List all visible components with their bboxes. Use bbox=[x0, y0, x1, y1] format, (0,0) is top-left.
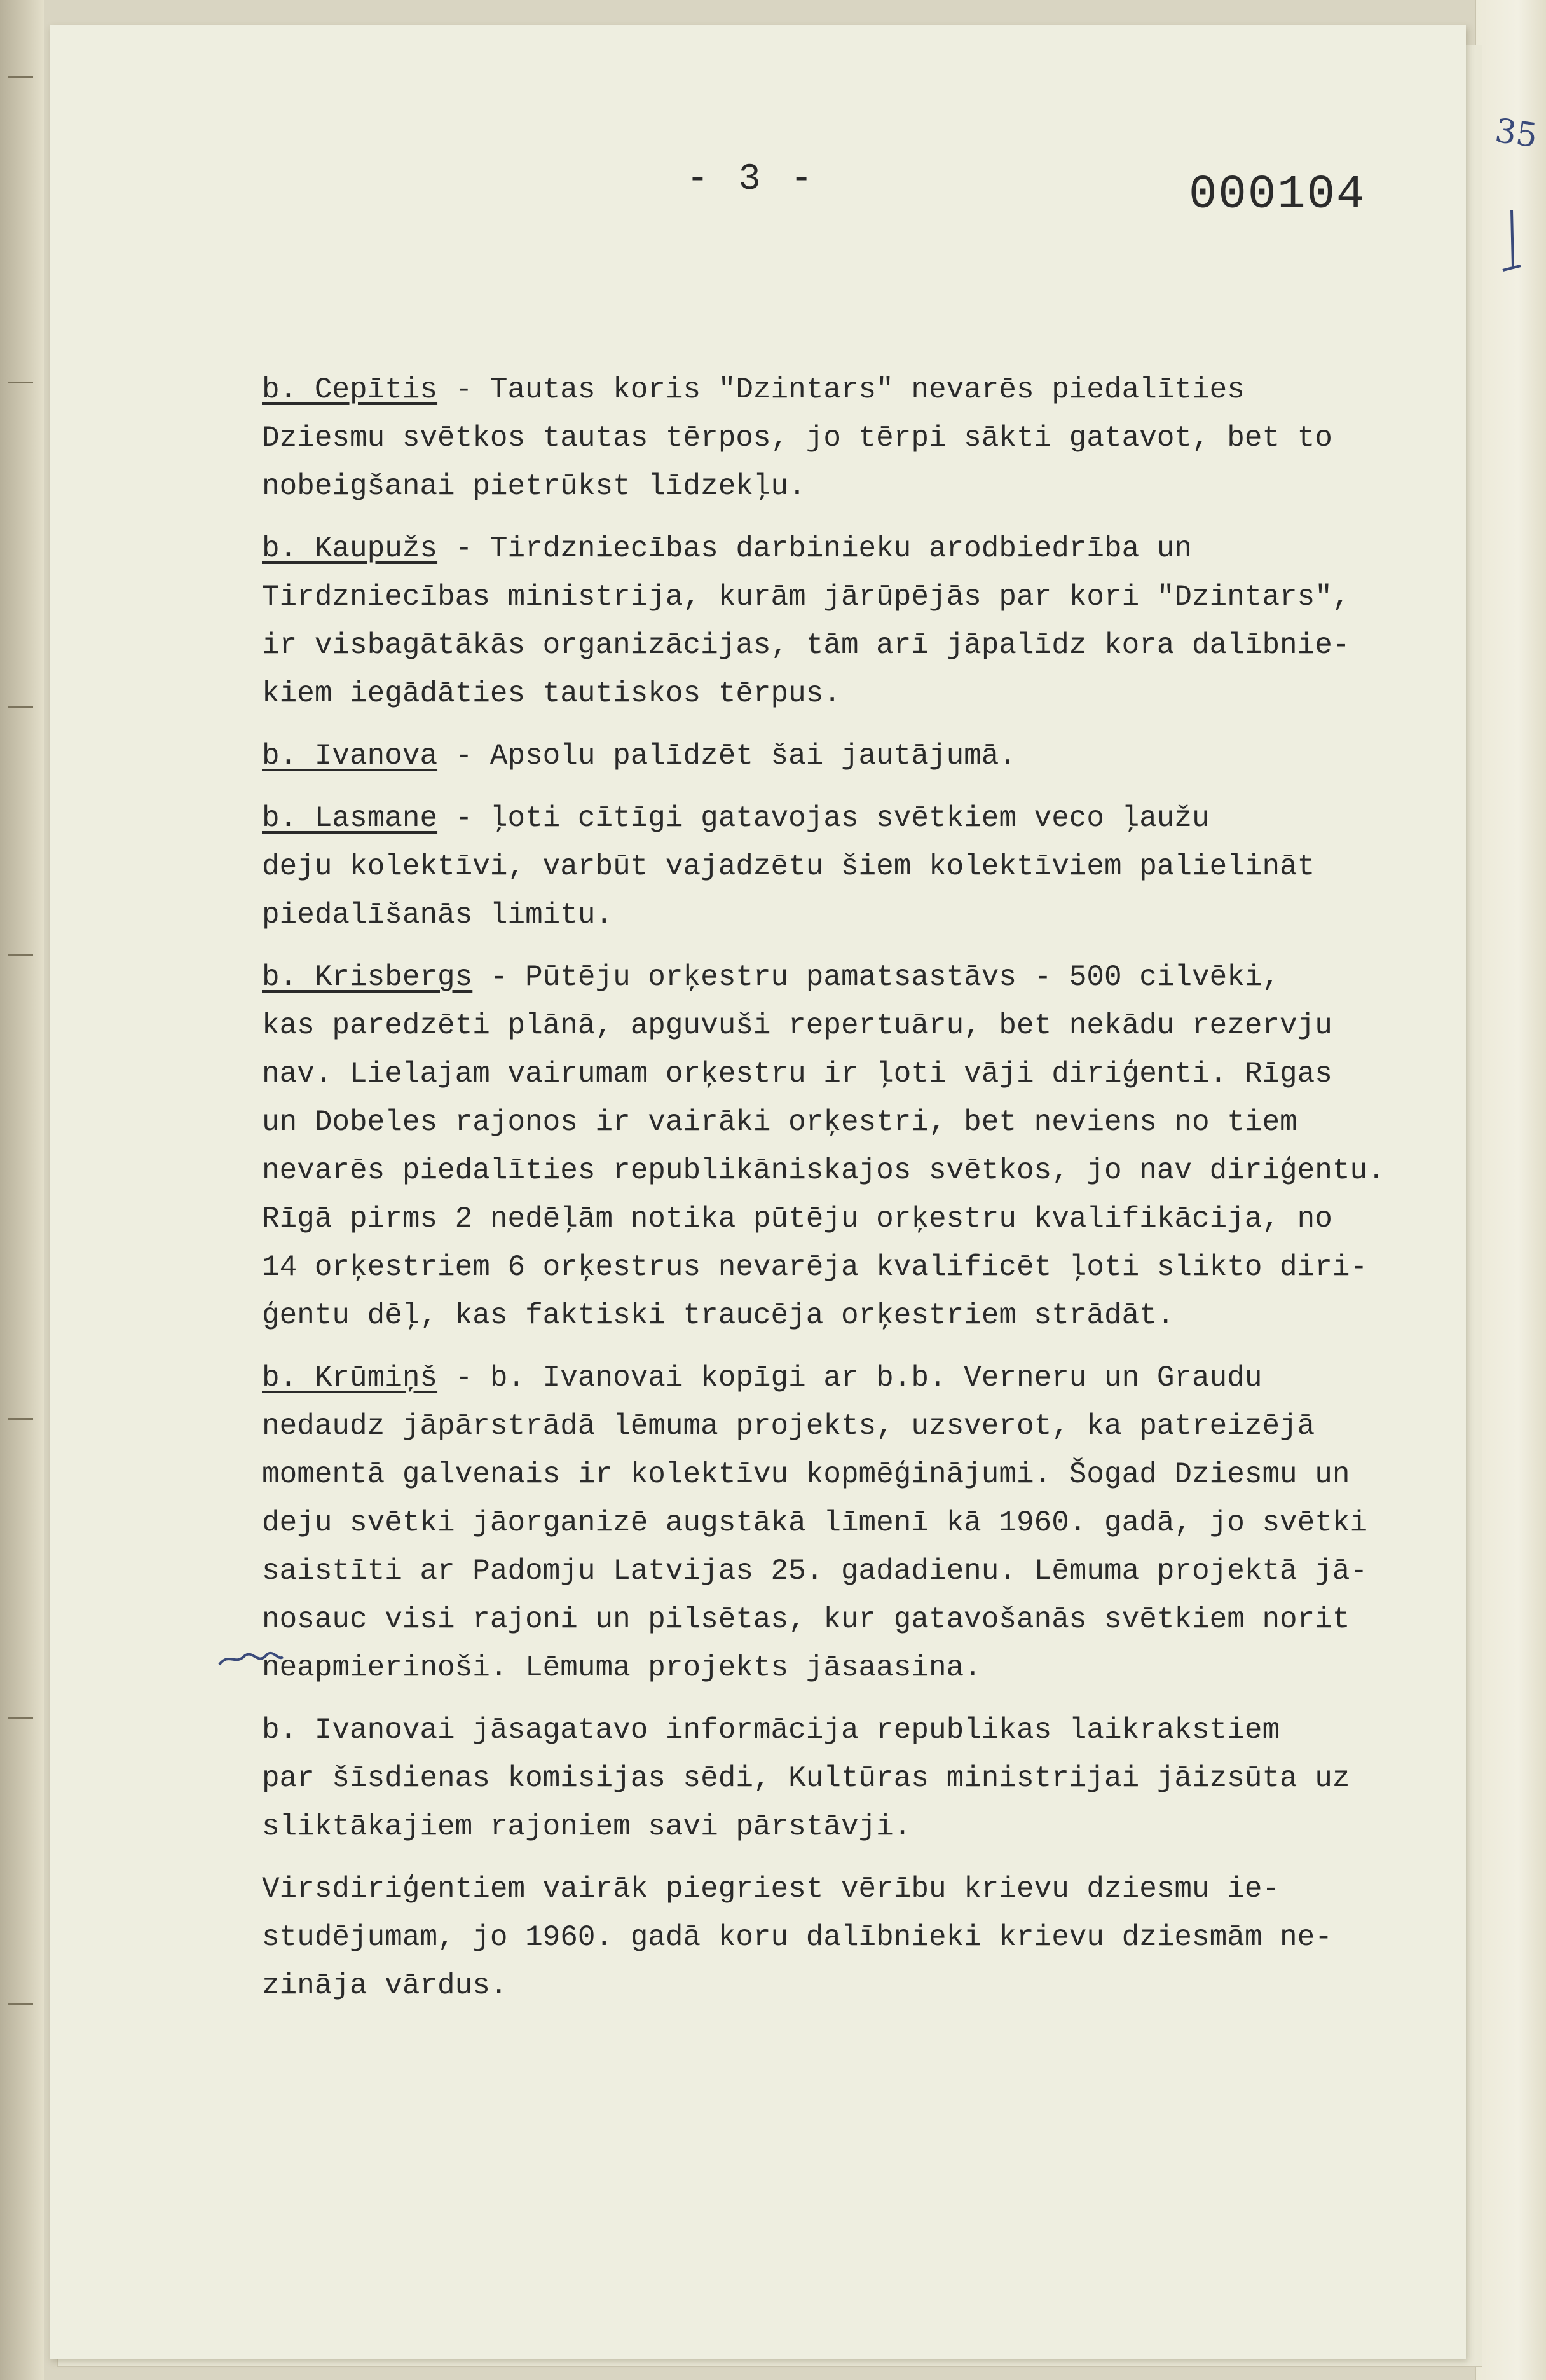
paragraph bbox=[179, 1354, 1451, 1692]
paragraph bbox=[179, 1865, 1451, 2010]
paragraph-text: - Tautas koris "Dzintars" nevarēs piedalīties Dziesmu svētkos tautas tērpos, jo tērpi sākti gatavot, bet to nobeigšanai pietrūkst līdzekļu. bbox=[262, 373, 1332, 503]
paragraph bbox=[179, 525, 1451, 718]
paragraph-text: - Tirdzniecības darbinieku arodbiedrība un Tirdzniecības ministrija, kurām jārūpējās par kori "Dzintars", ir visbagātākās organizācijas, tām arī jāpalīdz kora dalībnie- kiem iegādāties tautiskos tērpus. bbox=[262, 532, 1350, 710]
paragraph bbox=[179, 953, 1451, 1340]
paragraph-text: b. Ivanovai jāsagatavo informācija republikas laikrakstiem par šīsdienas komisijas sēdi, Kultūras ministrijai jāizsūta uz sliktākajiem rajoniem savi pārstāvji. bbox=[262, 1714, 1350, 1843]
paragraph-text: - Pūtēju orķestru pamatsastāvs - 500 cilvēki, kas paredzēti plānā, apguvuši repertuāru, bet nekādu rezervju nav. Lielajam vairumam orķestru ir ļoti vāji diriģenti. Rīgas un Dobeles rajonos ir vairāki orķestri, bet neviens no tiem nevarēs piedalīties republikāniskajos svētkos, jo nav diriģentu. Rīgā pirms 2 nedēļām notika pūtēju orķestru kvalifikācija, no 14 orķestriem 6 orķestrus nevarēja kvalificēt ļoti slikto diri- ģentu dēļ, kas faktiski traucēja orķestriem strādāt. bbox=[262, 961, 1385, 1332]
paragraph-text: - b. Ivanovai kopīgi ar b.b. Verneru un Graudu nedaudz jāpārstrādā lēmuma projekts, uzsverot, ka patreizējā momentā galvenais ir kolektīvu kopmēģinājumi. Šogad Dziesmu un deju svētki jāorganizē augstākā līmenī kā 1960. gadā, jo svētki saistīti ar Padomju Latvijas 25. gadadienu. Lēmuma projektā jā- nosauc visi rajoni un pilsētas, kur gatavošanās svētkiem norit neapmierinoši. Lēmuma projekts jāsaasina. bbox=[262, 1361, 1368, 1684]
document-body bbox=[179, 366, 1451, 2024]
handwritten-correction-icon bbox=[216, 1647, 286, 1672]
pen-mark-icon bbox=[1499, 210, 1524, 280]
paragraph-text: - ļoti cītīgi gatavojas svētkiem veco ļaužu deju kolektīvi, varbūt vajadzētu šiem kolektīviem palielināt piedalīšanās limitu. bbox=[262, 802, 1315, 932]
document-number: 000104 bbox=[1189, 169, 1366, 222]
speaker-name: b. Kaupužs bbox=[262, 532, 438, 565]
folder-edge bbox=[1475, 0, 1546, 2380]
paragraph bbox=[179, 794, 1451, 939]
speaker-name: b. Ivanova bbox=[262, 739, 438, 773]
paragraph bbox=[179, 366, 1451, 511]
speaker-name: b. Krisbergs bbox=[262, 961, 473, 994]
paragraph-text: Virsdiriģentiem vairāk piegriest vērību krievu dziesmu ie- studējumam, jo 1960. gadā koru dalībnieki krievu dziesmām ne- zināja vārdus. bbox=[262, 1873, 1332, 2002]
speaker-name: b. Krūmiņš bbox=[262, 1361, 438, 1394]
binding-strip bbox=[0, 0, 44, 2380]
speaker-name: b. Lasmane bbox=[262, 802, 438, 835]
paragraph-text: - Apsolu palīdzēt šai jautājumā. bbox=[437, 739, 1016, 773]
paragraph bbox=[179, 1706, 1451, 1851]
margin-note: 35 bbox=[1493, 111, 1540, 156]
paragraph bbox=[179, 732, 1451, 780]
page-number: - 3 - bbox=[687, 159, 817, 200]
speaker-name: b. Cepītis bbox=[262, 373, 438, 406]
